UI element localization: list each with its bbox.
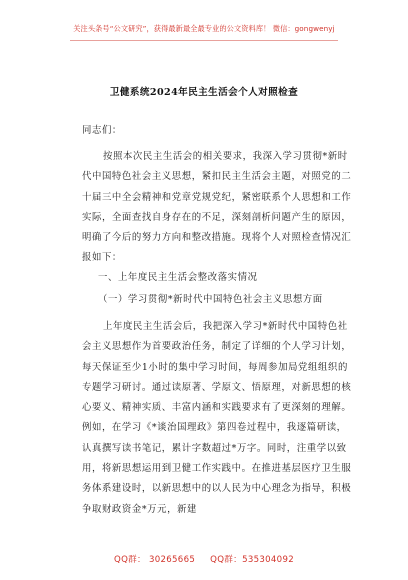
header-divider <box>70 40 338 41</box>
footer-contact <box>0 553 408 565</box>
salutation: 同志们： <box>82 125 122 136</box>
paragraph-study: 上年度民主生活会后，我把深入学习*新时代中国特色社会主义思想作为首要政治任务，制定了详细的个人学习计划，每天保证至少1小时的集中学习时间，每周参加局党组组织的专题学习研讨。通过读原著、学原文、悟原理，对新思想的核心要义、精神实质、丰富内涵和实践要求有了更深刻的理解。例如，在学习《*谈治国理政》第四卷过程中，我逐篇研读，认真撰写读书笔记，累计字数超过*万字。同时，注重学以致用，将新思想运用到卫健工作实践中。在推进基层医疗卫生服务体系建设时，以新思想中的以人民为中心理念为指导，积极争取财政资金*万元，新建 <box>82 321 352 515</box>
header-banner: 关注头条号“公文研究”，获得最新最全最专业的公文资料库！ 微信：gongwenyj <box>73 24 335 33</box>
section-heading-1: 一、上年度民主生活会整改落实情况 <box>98 272 258 283</box>
footer-qq-group-1: QQ群： 30265665 <box>114 555 196 565</box>
document-title: 卫健系统2024年民主生活会个人对照检查 <box>109 87 299 98</box>
subsection-heading-1: （一）学习贯彻*新时代中国特色社会主义思想方面 <box>98 294 323 305</box>
paragraph-intro: 按照本次民主生活会的相关要求，我深入学习贯彻*新时代中国特色社会主义思想，紧扣民主生活会主题，对照党的二十届三中全会精神和党章党规党纪，紧密联系个人思想和工作实际，全面查找自身存在的不足，深刻剖析问题产生的原因，明确了今后的努力方向和整改措施。现将个人对照检查情况汇报如下： <box>82 151 352 264</box>
footer-qq-group-2: QQ群：535304092 <box>210 555 294 565</box>
